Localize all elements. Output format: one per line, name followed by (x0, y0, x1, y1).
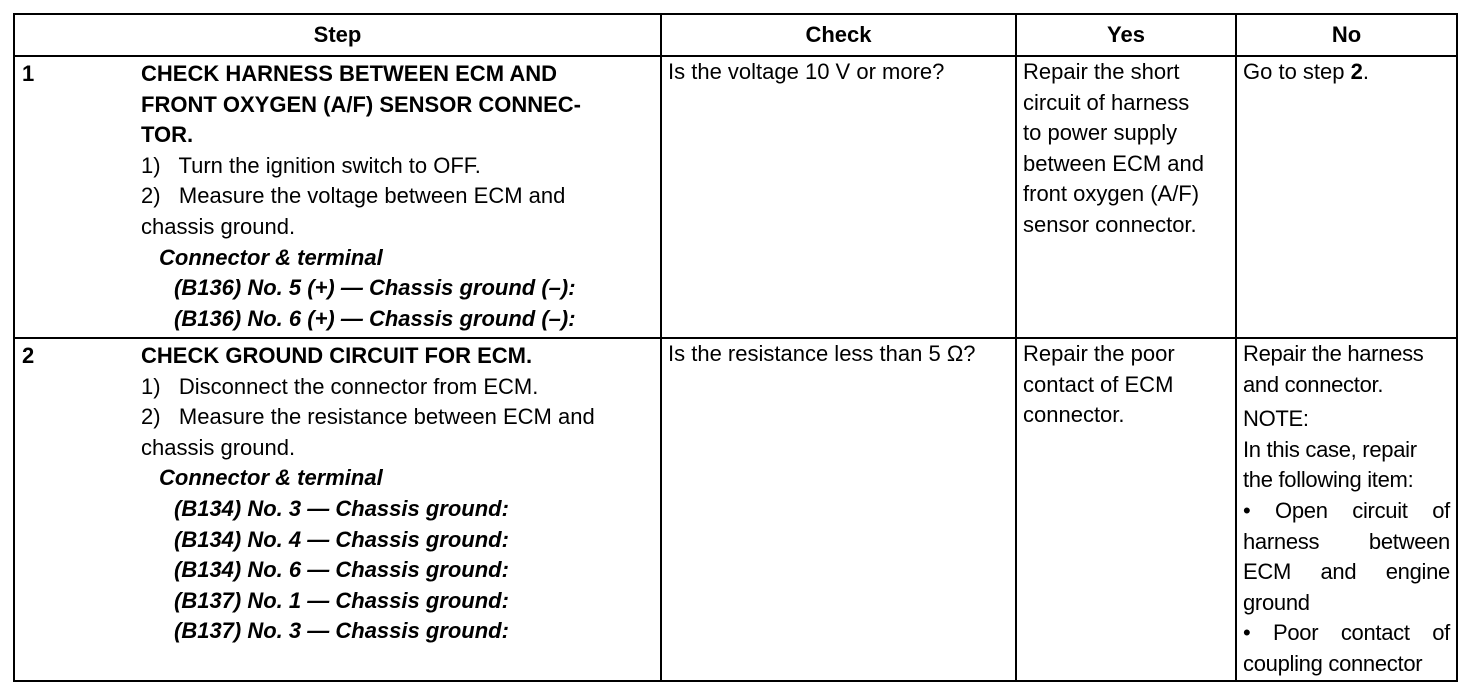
check-cell: Is the resistance less than 5 Ω? (661, 338, 1016, 681)
note-line: coupling connector (1243, 650, 1423, 676)
yes-line: sensor connector. (1023, 211, 1197, 237)
terminal-spec: (B134) No. 3 — Chassis ground: (174, 495, 509, 521)
no-cell (1236, 56, 1457, 338)
instruction-line: 1) Turn the ignition switch to OFF. (141, 152, 481, 178)
note-line: • Poor contact of (1243, 620, 1450, 646)
check-cell: Is the voltage 10 V or more? (661, 56, 1016, 338)
note-line: • Open circuit of (1243, 497, 1450, 523)
note-line: In this case, repair (1243, 436, 1417, 462)
instruction-line: chassis ground. (141, 434, 296, 460)
terminal-spec: (B134) No. 6 — Chassis ground: (174, 557, 509, 583)
no-step-ref: 2 (1350, 59, 1363, 84)
diagnostic-procedure-table (13, 13, 1458, 682)
instruction-line: 1) Disconnect the connector from ECM. (141, 373, 539, 399)
step-cell (14, 56, 661, 338)
step-title-line: CHECK HARNESS BETWEEN ECM AND (141, 61, 557, 86)
no-cell (1236, 338, 1457, 681)
yes-cell (1016, 338, 1236, 681)
step-cell (14, 338, 661, 681)
header-step: Step (14, 14, 661, 56)
note-line: ECM and engine (1243, 559, 1450, 585)
note-line: the following item: (1243, 467, 1414, 493)
terminal-spec: (B134) No. 4 — Chassis ground: (174, 526, 509, 552)
yes-line: connector. (1023, 402, 1125, 428)
instruction-line: 2) Measure the resistance between ECM and (141, 404, 595, 430)
header-check: Check (661, 14, 1016, 56)
terminal-spec: (B136) No. 6 (+) — Chassis ground (–): (174, 305, 576, 331)
note-line: harness between (1243, 528, 1450, 554)
no-text: Go to step (1243, 59, 1351, 84)
connector-terminal-label: Connector & terminal (159, 244, 383, 270)
step-body (141, 339, 654, 647)
connector-terminal-label: Connector & terminal (159, 465, 383, 491)
header-yes: Yes (1016, 14, 1236, 56)
yes-line: contact of ECM (1023, 371, 1174, 397)
table-row (14, 338, 1457, 681)
terminal-spec: (B137) No. 1 — Chassis ground: (174, 587, 509, 613)
step-title-line: CHECK GROUND CIRCUIT FOR ECM. (141, 343, 533, 368)
yes-line: to power supply (1023, 120, 1178, 146)
note-line: ground (1243, 589, 1310, 615)
no-line: Repair the harness (1243, 341, 1424, 366)
yes-line: Repair the short (1023, 59, 1180, 84)
step-number: 1 (22, 61, 35, 86)
terminal-spec: (B137) No. 3 — Chassis ground: (174, 618, 509, 644)
yes-cell (1016, 56, 1236, 338)
step-number: 2 (22, 343, 35, 368)
step-title-line: FRONT OXYGEN (A/F) SENSOR CONNEC- (141, 91, 582, 117)
yes-line: front oxygen (A/F) (1023, 181, 1200, 207)
yes-line: circuit of harness (1023, 89, 1190, 115)
header-no: No (1236, 14, 1457, 56)
step-title-line: TOR. (141, 122, 194, 148)
table-header-row (14, 14, 1457, 56)
no-line: and connector. (1243, 371, 1384, 397)
table-row (14, 56, 1457, 338)
terminal-spec: (B136) No. 5 (+) — Chassis ground (–): (174, 275, 576, 301)
yes-line: Repair the poor (1023, 341, 1175, 366)
instruction-line: 2) Measure the voltage between ECM and (141, 183, 566, 209)
note-label: NOTE: (1243, 406, 1309, 432)
step-body (141, 57, 654, 334)
yes-line: between ECM and (1023, 150, 1204, 176)
no-text-end: . (1362, 59, 1369, 84)
instruction-line: chassis ground. (141, 213, 296, 239)
